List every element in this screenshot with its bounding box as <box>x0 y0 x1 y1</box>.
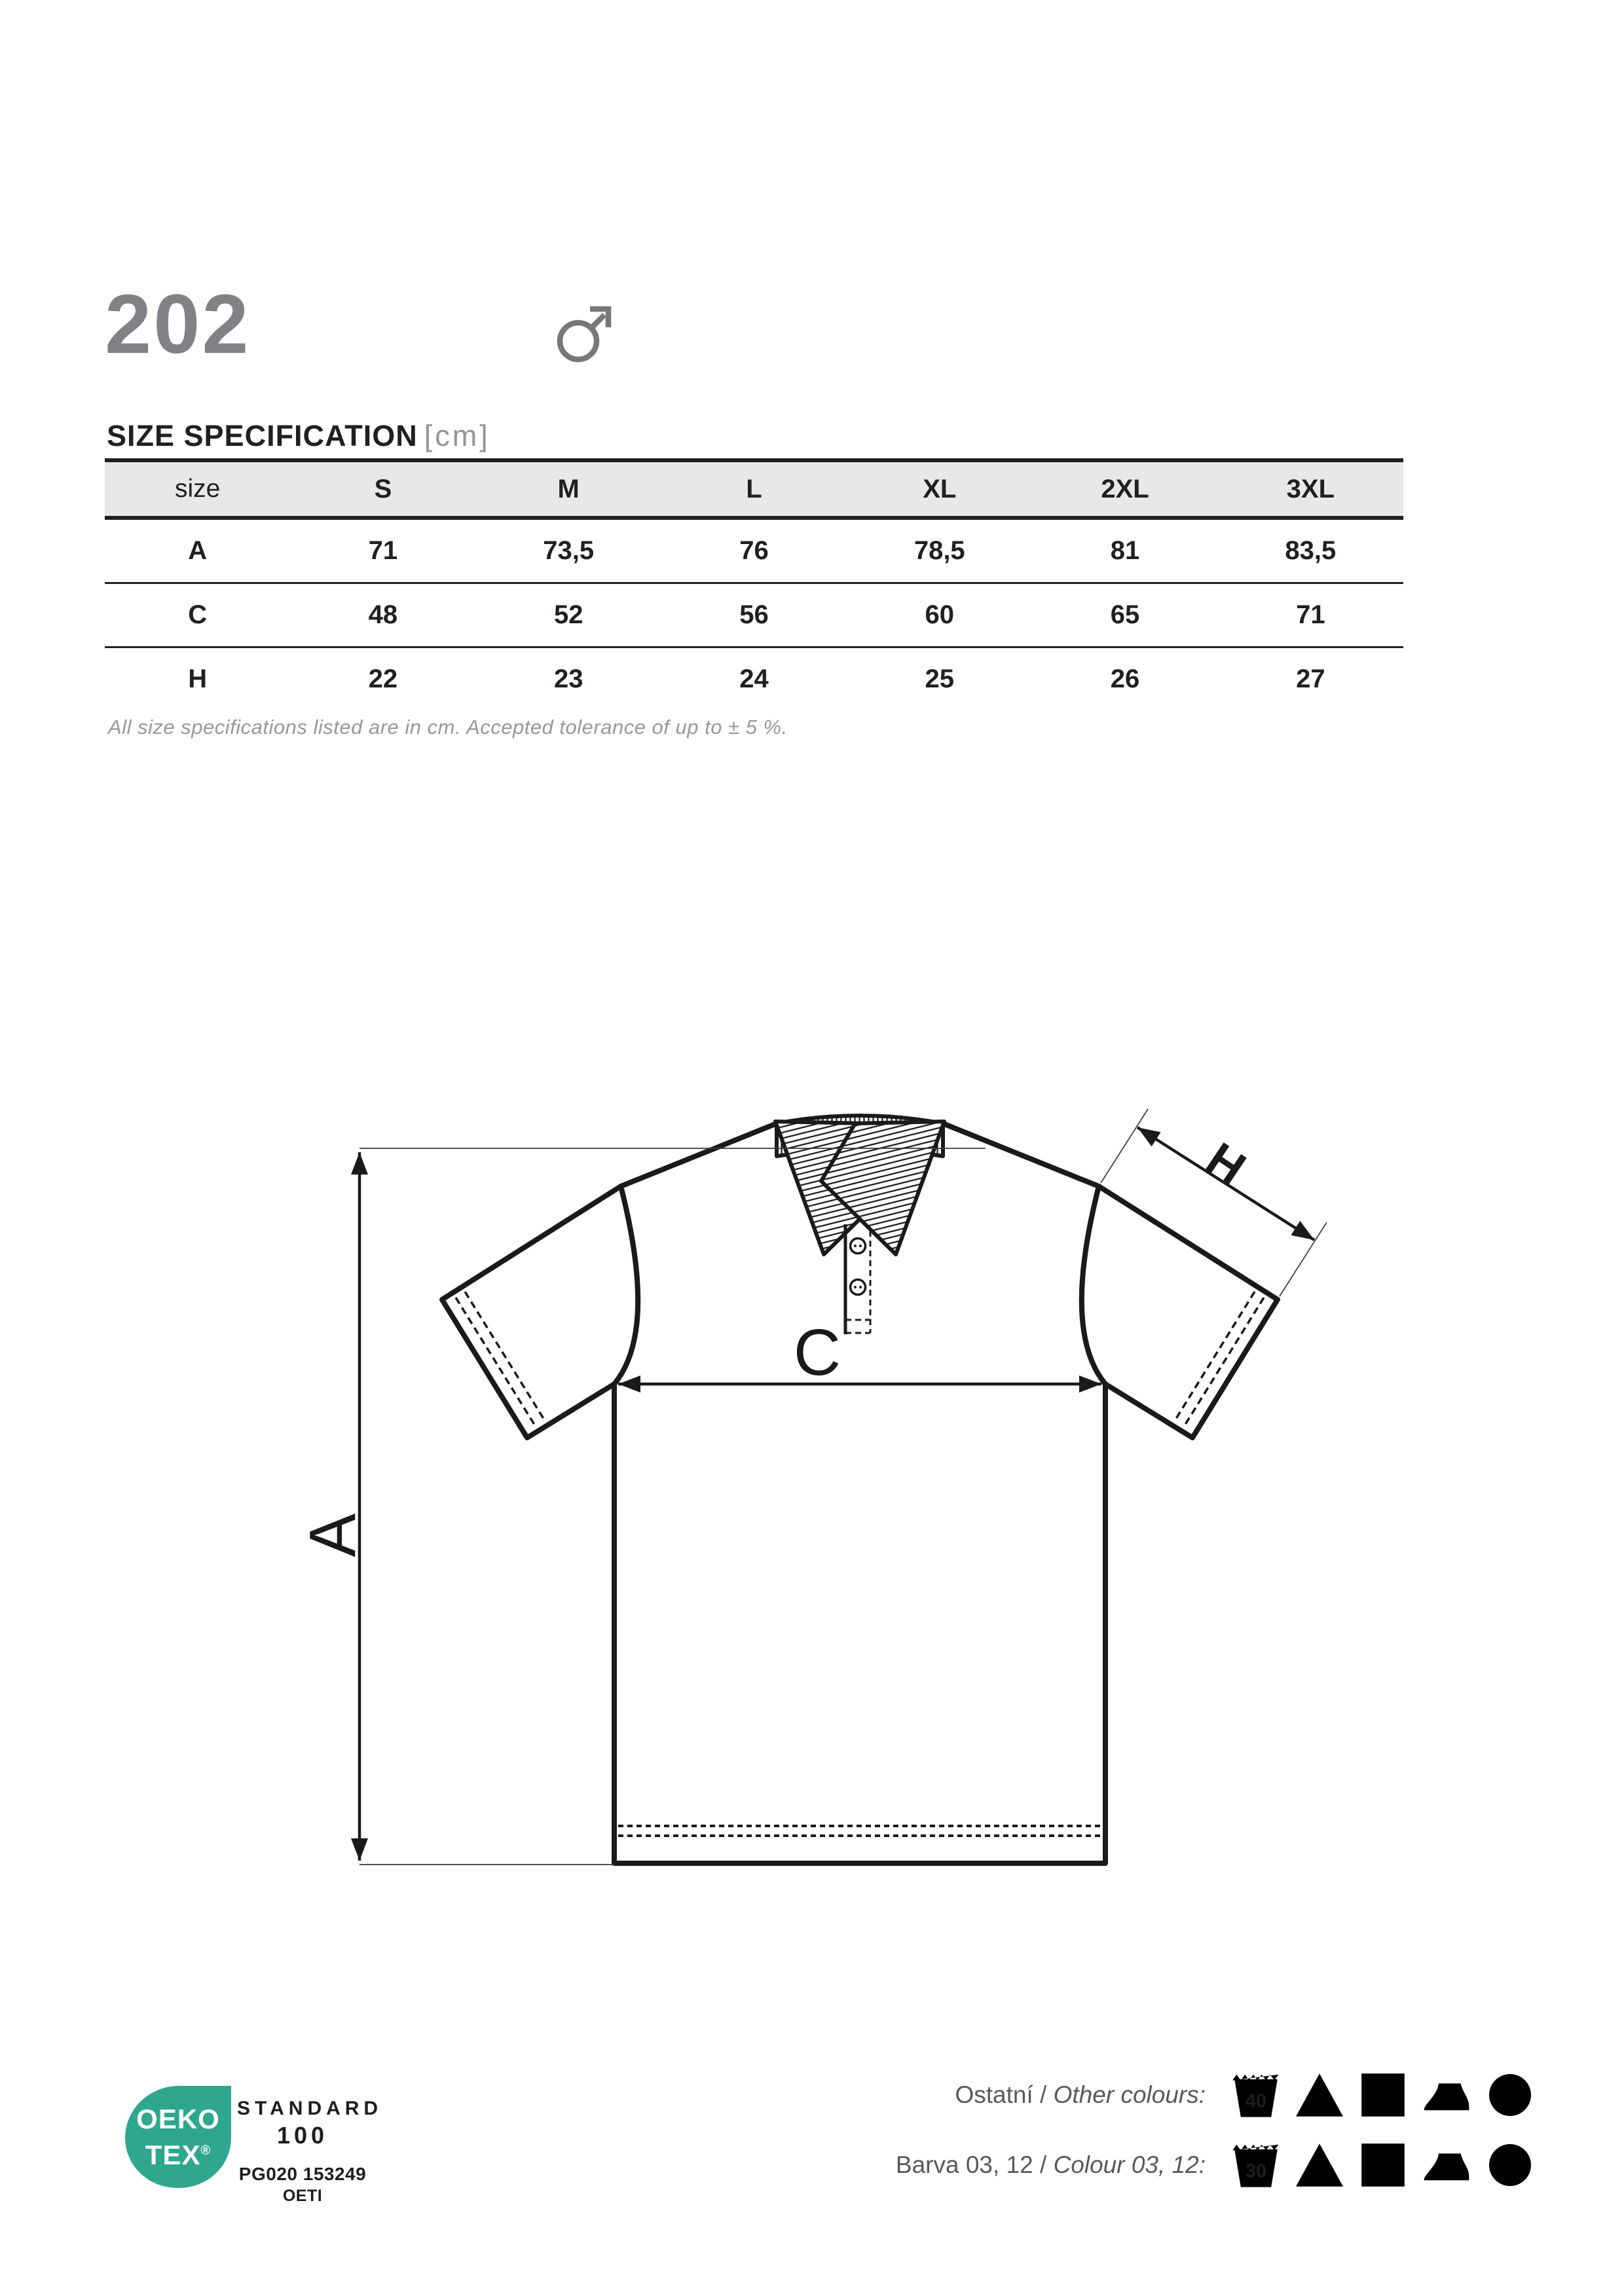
cell-value: 48 <box>368 600 398 629</box>
iron-low-icon <box>1420 2138 1473 2193</box>
care-label-en: Other colours: <box>1053 2081 1206 2108</box>
tolerance-note: All size specifications listed are in cm. Accepted tolerance of up to ± 5 %. <box>108 716 788 738</box>
dimension-a-label: A <box>296 1513 369 1558</box>
care-label-cs: Barva 03, 12 / <box>895 2151 1047 2178</box>
certificate-institute: OETI <box>282 2187 323 2205</box>
table-row-h <box>105 646 1403 710</box>
cell-value: 71 <box>368 536 398 565</box>
standard-number: 100 <box>276 2122 329 2149</box>
cell-value: 81 <box>1110 536 1140 565</box>
do-not-bleach-icon <box>1293 2138 1346 2193</box>
shirt-body <box>614 1123 1105 1863</box>
iron-low-icon <box>1420 2068 1473 2123</box>
column-header-2xl: 2XL <box>1101 474 1149 503</box>
male-icon <box>541 287 633 378</box>
cell-value: 24 <box>739 665 769 693</box>
oeko-text: OEKO <box>136 2103 220 2134</box>
registered-mark: ® <box>200 2143 212 2158</box>
cell-value: 65 <box>1110 600 1140 629</box>
do-not-bleach-icon <box>1293 2068 1346 2123</box>
cell-value: 25 <box>925 665 955 693</box>
cell-value: 71 <box>1296 600 1325 629</box>
column-header-xl: XL <box>923 474 957 503</box>
tex-text: TEX® <box>145 2139 212 2170</box>
row-label: A <box>188 536 208 565</box>
care-label <box>955 2081 1206 2109</box>
wash-30-icon <box>1230 2138 1282 2193</box>
cell-value: 27 <box>1296 665 1325 693</box>
oeko-tex-logo <box>125 2086 231 2188</box>
column-header-s: S <box>374 474 392 503</box>
product-code: 202 <box>105 278 251 371</box>
care-label-en: Colour 03, 12: <box>1053 2151 1206 2178</box>
button <box>851 1280 866 1295</box>
cell-value: 52 <box>553 600 583 629</box>
table-row-c <box>105 582 1403 646</box>
care-label <box>896 2151 1206 2179</box>
do-not-dry-clean-icon <box>1484 2138 1536 2193</box>
column-header-3xl: 3XL <box>1286 474 1335 503</box>
cell-value: 23 <box>553 665 583 693</box>
certificate-code: PG020 153249 <box>238 2164 367 2184</box>
svg-text:40: 40 <box>1245 2090 1267 2112</box>
wash-40-icon <box>1230 2068 1282 2123</box>
size-spec-unit: [cm] <box>424 419 490 452</box>
do-not-tumble-dry-icon <box>1357 2138 1409 2193</box>
left-sleeve <box>442 1186 638 1438</box>
dimension-c-label: C <box>793 1316 841 1389</box>
cell-value: 78,5 <box>913 536 965 565</box>
care-row-other-colours <box>753 2068 1536 2123</box>
care-label-cs: Ostatní / <box>955 2081 1047 2108</box>
size-table <box>105 458 1403 710</box>
column-header-m: M <box>557 474 580 503</box>
table-header-row <box>105 458 1403 520</box>
size-spec-title: SIZE SPECIFICATION <box>107 419 418 452</box>
table-body <box>105 520 1403 710</box>
care-row-colour-03-12 <box>753 2138 1536 2193</box>
row-label: H <box>188 665 208 693</box>
right-sleeve <box>1082 1186 1278 1438</box>
cell-value: 73,5 <box>543 536 595 565</box>
polo-shirt-diagram <box>282 1067 1362 1886</box>
cell-value: 83,5 <box>1285 536 1337 565</box>
certification-text <box>237 2098 383 2206</box>
dimension-h-label: H <box>1197 1133 1255 1195</box>
do-not-tumble-dry-icon <box>1357 2068 1409 2123</box>
row-label: C <box>188 600 208 629</box>
cell-value: 60 <box>925 600 955 629</box>
cell-value: 56 <box>739 600 769 629</box>
do-not-dry-clean-icon <box>1484 2068 1536 2123</box>
column-header-l: L <box>746 474 762 503</box>
cell-value: 76 <box>739 536 769 565</box>
column-header-size: size <box>174 475 221 503</box>
size-spec-heading <box>107 419 490 453</box>
standard-label: STANDARD <box>237 2098 383 2119</box>
button <box>851 1239 866 1254</box>
table-row-a <box>105 520 1403 582</box>
cell-value: 26 <box>1110 665 1140 693</box>
cell-value: 22 <box>368 665 398 693</box>
svg-text:30: 30 <box>1245 2160 1267 2182</box>
